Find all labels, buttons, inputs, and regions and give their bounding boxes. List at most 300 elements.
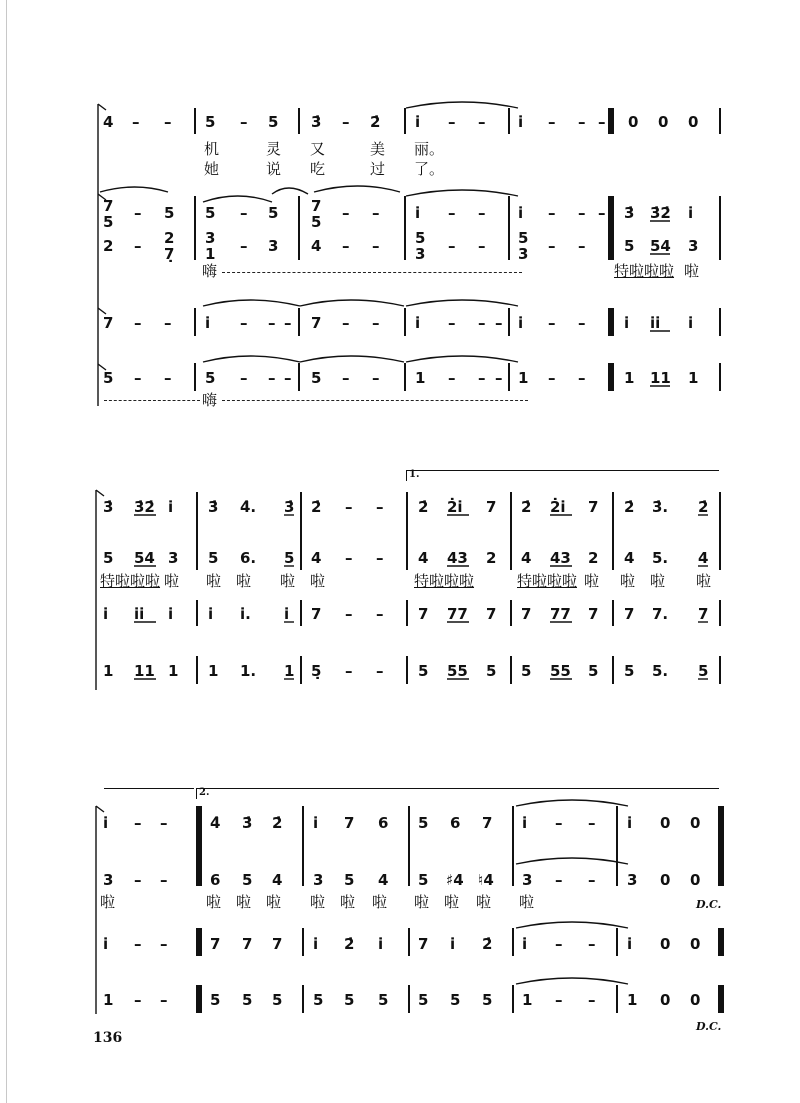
lyric: 啦 [620, 572, 636, 590]
note: 5 [344, 991, 355, 1009]
barline [719, 492, 721, 570]
barline [406, 656, 408, 684]
repeat-barline [608, 196, 614, 260]
note: 5 [418, 814, 429, 832]
note: 0 [660, 935, 671, 953]
note: 1 [688, 369, 699, 387]
final-barline [718, 985, 724, 1013]
note: 11 [134, 662, 155, 680]
repeat-barline [608, 363, 614, 391]
note: – [598, 204, 606, 222]
note: – [342, 369, 350, 387]
note: 1. [240, 662, 257, 680]
note: – [240, 314, 248, 332]
note: 7 [242, 935, 253, 953]
note: 7 [210, 935, 221, 953]
note: – [376, 549, 384, 567]
note: 2 [588, 549, 599, 567]
note: 6. [240, 549, 257, 567]
note: 55 [447, 662, 468, 680]
barline [719, 108, 721, 134]
note: 6 [210, 871, 221, 889]
note: 4 [418, 549, 429, 567]
note: – [448, 113, 456, 131]
note: 5 [210, 991, 221, 1009]
note: – [548, 204, 556, 222]
note: 3 [268, 237, 279, 255]
note: – [448, 314, 456, 332]
barline [298, 196, 300, 260]
note: 5̣ [311, 662, 322, 680]
repeat-barline [196, 806, 202, 886]
note: 7 [482, 814, 493, 832]
note: – [548, 369, 556, 387]
note: 1 [624, 369, 635, 387]
note: 5 [418, 662, 429, 680]
note: – [555, 814, 563, 832]
lyric: 啦 [584, 572, 600, 590]
note: – [478, 113, 486, 131]
note: 4 [624, 549, 635, 567]
barline [508, 308, 510, 336]
dc-marking: D.C. [696, 1020, 722, 1033]
note: 4 [378, 871, 389, 889]
note: 6 [378, 814, 389, 832]
note: 5 [284, 549, 295, 567]
note: 3 [103, 871, 114, 889]
note: 5 [486, 662, 497, 680]
note: – [588, 814, 596, 832]
note: i̇ [518, 314, 524, 332]
note: 5 [313, 991, 324, 1009]
note: – [448, 369, 456, 387]
barline [406, 600, 408, 626]
note: 7 [486, 498, 497, 516]
note: – [376, 662, 384, 680]
barline [404, 196, 406, 260]
note: i̇ [624, 314, 630, 332]
note: 55 [550, 662, 571, 680]
note: 54 [134, 549, 155, 567]
note: i̇. [240, 605, 251, 623]
note: – [478, 204, 486, 222]
note: i̇ [415, 113, 421, 131]
note: 3 [415, 245, 426, 263]
note: 5 [311, 369, 322, 387]
barline [302, 928, 304, 956]
note: 7̣ [164, 245, 175, 263]
barline [508, 108, 510, 134]
barline [616, 928, 618, 956]
note: – [284, 314, 292, 332]
note: 43 [447, 549, 468, 567]
note: ♮4 [478, 871, 494, 889]
note: 7. [652, 605, 669, 623]
note: – [345, 549, 353, 567]
note: 4̇ [210, 814, 221, 832]
barline [719, 196, 721, 260]
note: 7 [311, 314, 322, 332]
page-edge [6, 0, 7, 1103]
note: – [578, 237, 586, 255]
lyric: 啦 [164, 572, 180, 590]
slur [100, 187, 168, 192]
note: 7 [486, 605, 497, 623]
repeat-barline [608, 308, 614, 336]
note: 7 [624, 605, 635, 623]
note: 3̇ [103, 498, 114, 516]
note: – [240, 369, 248, 387]
note: 3 [518, 245, 529, 263]
note: 5 [624, 237, 635, 255]
note: – [578, 113, 586, 131]
note: i̇i̇ [134, 605, 145, 623]
lyric: 嗨 [202, 391, 218, 409]
note: – [372, 204, 380, 222]
lyric: 美 [370, 140, 386, 158]
note: – [134, 991, 142, 1009]
note: 2 [164, 229, 175, 247]
note: 4 [698, 549, 709, 567]
barline [404, 108, 406, 134]
barline [298, 108, 300, 134]
note: 6 [450, 814, 461, 832]
barline [408, 806, 410, 886]
note: – [372, 237, 380, 255]
note: i̇ [627, 814, 633, 832]
barline [616, 985, 618, 1013]
note: – [160, 991, 168, 1009]
note: – [164, 369, 172, 387]
note: – [495, 314, 503, 332]
repeat-barline [196, 928, 202, 956]
note: 5 [344, 871, 355, 889]
note: 3 [522, 871, 533, 889]
barline [408, 985, 410, 1013]
hold-dash [104, 400, 200, 401]
note: 1 [103, 662, 114, 680]
lyric: 特啦啦啦 [414, 572, 475, 590]
note: ♯4 [446, 871, 464, 889]
barline [508, 196, 510, 260]
note: i̇ [627, 935, 633, 953]
slur [406, 102, 518, 108]
note: 7 [588, 605, 599, 623]
barline [719, 363, 721, 391]
barline [302, 985, 304, 1013]
lyric: 啦 [236, 572, 252, 590]
note: 3̇2̇ [650, 204, 671, 222]
note: 3 [168, 549, 179, 567]
note: 0 [660, 871, 671, 889]
note: 5 [521, 662, 532, 680]
note: – [284, 369, 292, 387]
note: 1 [168, 662, 179, 680]
note: 3̇ [624, 204, 635, 222]
note: – [240, 204, 248, 222]
note: 5 [378, 991, 389, 1009]
note: 5. [652, 549, 669, 567]
note: – [478, 369, 486, 387]
note: 1 [415, 369, 426, 387]
note: 5 [205, 204, 216, 222]
note: i̇ [518, 204, 524, 222]
note: – [376, 605, 384, 623]
note: i̇ [688, 204, 694, 222]
barline [508, 363, 510, 391]
note: 5 [698, 662, 709, 680]
note: 2 [486, 549, 497, 567]
note: i̇i̇ [650, 314, 661, 332]
note: 0 [628, 113, 639, 131]
note: 5 [205, 113, 216, 131]
note: – [134, 814, 142, 832]
note: 7 [311, 197, 322, 215]
hold-dash [222, 272, 522, 273]
note: i̇ [415, 204, 421, 222]
note: i̇ [378, 935, 384, 953]
dc-marking: D.C. [696, 898, 722, 911]
note: 4 [311, 549, 322, 567]
note: – [134, 237, 142, 255]
note: – [372, 314, 380, 332]
lyric: 啦 [684, 262, 700, 280]
note: – [160, 935, 168, 953]
barline [196, 656, 198, 684]
final-barline [718, 806, 724, 886]
lyric: 机 [204, 140, 220, 158]
note: 1 [627, 991, 638, 1009]
barline [512, 806, 514, 886]
note: i̇ [205, 314, 211, 332]
barline [298, 308, 300, 336]
lyric: 说 [266, 160, 282, 178]
barline [510, 492, 512, 570]
barline [194, 108, 196, 134]
barline [300, 492, 302, 570]
note: 7 [311, 605, 322, 623]
note: 7 [588, 498, 599, 516]
note: 2 [103, 237, 114, 255]
note: 1 [284, 662, 295, 680]
note: – [448, 204, 456, 222]
note: – [134, 204, 142, 222]
note: – [478, 314, 486, 332]
barline [719, 656, 721, 684]
barline [719, 600, 721, 626]
note: 5 [103, 369, 114, 387]
note: i̇ [415, 314, 421, 332]
note: 77 [550, 605, 571, 623]
note: – [345, 662, 353, 680]
note: 2̇ [482, 935, 493, 953]
page-number: 136 [93, 1030, 123, 1046]
lyric: 啦 [519, 893, 535, 911]
lyric: 啦 [280, 572, 296, 590]
note: – [548, 314, 556, 332]
lyric: 过 [370, 160, 386, 178]
note: 54 [650, 237, 671, 255]
note: 77 [447, 605, 468, 623]
barline [196, 600, 198, 626]
note: 4 [521, 549, 532, 567]
note: 5 [164, 204, 175, 222]
lyric: 啦 [696, 572, 712, 590]
note: 1 [205, 245, 216, 263]
note: 7 [418, 935, 429, 953]
note: i̇ [208, 605, 214, 623]
note: 5 [208, 549, 219, 567]
barline [194, 363, 196, 391]
barline [194, 308, 196, 336]
note: 0 [658, 113, 669, 131]
note: – [578, 204, 586, 222]
note: 1 [103, 991, 114, 1009]
note: 3 [205, 229, 216, 247]
barline [298, 363, 300, 391]
note: – [160, 814, 168, 832]
note: 1 [208, 662, 219, 680]
note: – [478, 237, 486, 255]
lyric: 特啦啦啦 [100, 572, 161, 590]
lyric: 灵 [266, 140, 282, 158]
note: 5 [624, 662, 635, 680]
note: 7 [418, 605, 429, 623]
lyric: 啦 [372, 893, 388, 911]
note: 5. [652, 662, 669, 680]
note: – [376, 498, 384, 516]
note: 0 [660, 814, 671, 832]
note: 5 [415, 229, 426, 247]
barline [406, 492, 408, 570]
lyric: 啦 [650, 572, 666, 590]
note: – [555, 871, 563, 889]
note: – [588, 871, 596, 889]
note: – [555, 991, 563, 1009]
repeat-barline [608, 108, 614, 134]
note: 5 [588, 662, 599, 680]
note: 5 [518, 229, 529, 247]
note: i̇ [103, 935, 109, 953]
barline [612, 600, 614, 626]
note: i̇ [168, 605, 174, 623]
note: 5 [103, 213, 114, 231]
note: 4 [311, 237, 322, 255]
lyric: 啦 [476, 893, 492, 911]
note: 0 [690, 991, 701, 1009]
note: 0 [688, 113, 699, 131]
lyric: 啦 [310, 893, 326, 911]
barline [408, 928, 410, 956]
note: – [372, 369, 380, 387]
note: 3̇ [311, 113, 322, 131]
note: 2̇i̇ [447, 498, 463, 516]
barline [612, 656, 614, 684]
note: 11 [650, 369, 671, 387]
note: – [345, 498, 353, 516]
note: i̇ [168, 498, 174, 516]
barline [512, 985, 514, 1013]
note: i̇ [103, 814, 109, 832]
note: i̇ [522, 935, 528, 953]
note: 5 [205, 369, 216, 387]
barline [719, 308, 721, 336]
note: 2̇ [624, 498, 635, 516]
note: – [134, 369, 142, 387]
note: – [160, 871, 168, 889]
lyric: 啦 [206, 572, 222, 590]
lyric: 嗨 [202, 262, 218, 280]
lyric: 啦 [444, 893, 460, 911]
note: 3̇ [208, 498, 219, 516]
note: 3̇2̇ [134, 498, 155, 516]
note: 4̇. [240, 498, 257, 516]
note: 3̇ [242, 814, 253, 832]
barline [302, 806, 304, 886]
note: 3 [627, 871, 638, 889]
note: 3̇. [652, 498, 669, 516]
note: – [134, 935, 142, 953]
note: i̇ [313, 935, 319, 953]
note: 5 [242, 991, 253, 1009]
lyric: 啦 [100, 893, 116, 911]
note: – [164, 314, 172, 332]
note: – [342, 237, 350, 255]
note: – [342, 113, 350, 131]
note: – [588, 935, 596, 953]
note: 5 [268, 113, 279, 131]
lyric: 啦 [340, 893, 356, 911]
note: – [268, 314, 276, 332]
note: 0 [690, 814, 701, 832]
volta-1: 1. [406, 470, 719, 481]
note: – [164, 113, 172, 131]
lyric: 丽。 [414, 140, 445, 158]
note: 5 [103, 549, 114, 567]
note: – [578, 369, 586, 387]
lyric: 啦 [310, 572, 326, 590]
note: 3 [313, 871, 324, 889]
final-barline [718, 928, 724, 956]
note: 4 [272, 871, 283, 889]
lyric: 又 [310, 140, 326, 158]
repeat-barline [196, 985, 202, 1013]
lyric: 啦 [206, 893, 222, 911]
note: 0 [690, 871, 701, 889]
note: 5 [242, 871, 253, 889]
note: 5 [418, 871, 429, 889]
note: 5 [268, 204, 279, 222]
note: – [240, 113, 248, 131]
volta-2: 2. [196, 788, 719, 799]
note: 7 [344, 814, 355, 832]
barline [194, 196, 196, 260]
note: 2̇ [344, 935, 355, 953]
note: 7 [698, 605, 709, 623]
lyric: 了。 [414, 160, 445, 178]
barline [512, 928, 514, 956]
note: 7 [521, 605, 532, 623]
note: – [548, 237, 556, 255]
note: 2̇ [698, 498, 709, 516]
note: i̇ [518, 113, 524, 131]
barline [196, 492, 198, 570]
lyric: 她 [204, 160, 220, 178]
note: – [268, 369, 276, 387]
note: 2̇i̇ [550, 498, 566, 516]
lyric: 特啦啦啦 [517, 572, 578, 590]
note: 2̇ [418, 498, 429, 516]
